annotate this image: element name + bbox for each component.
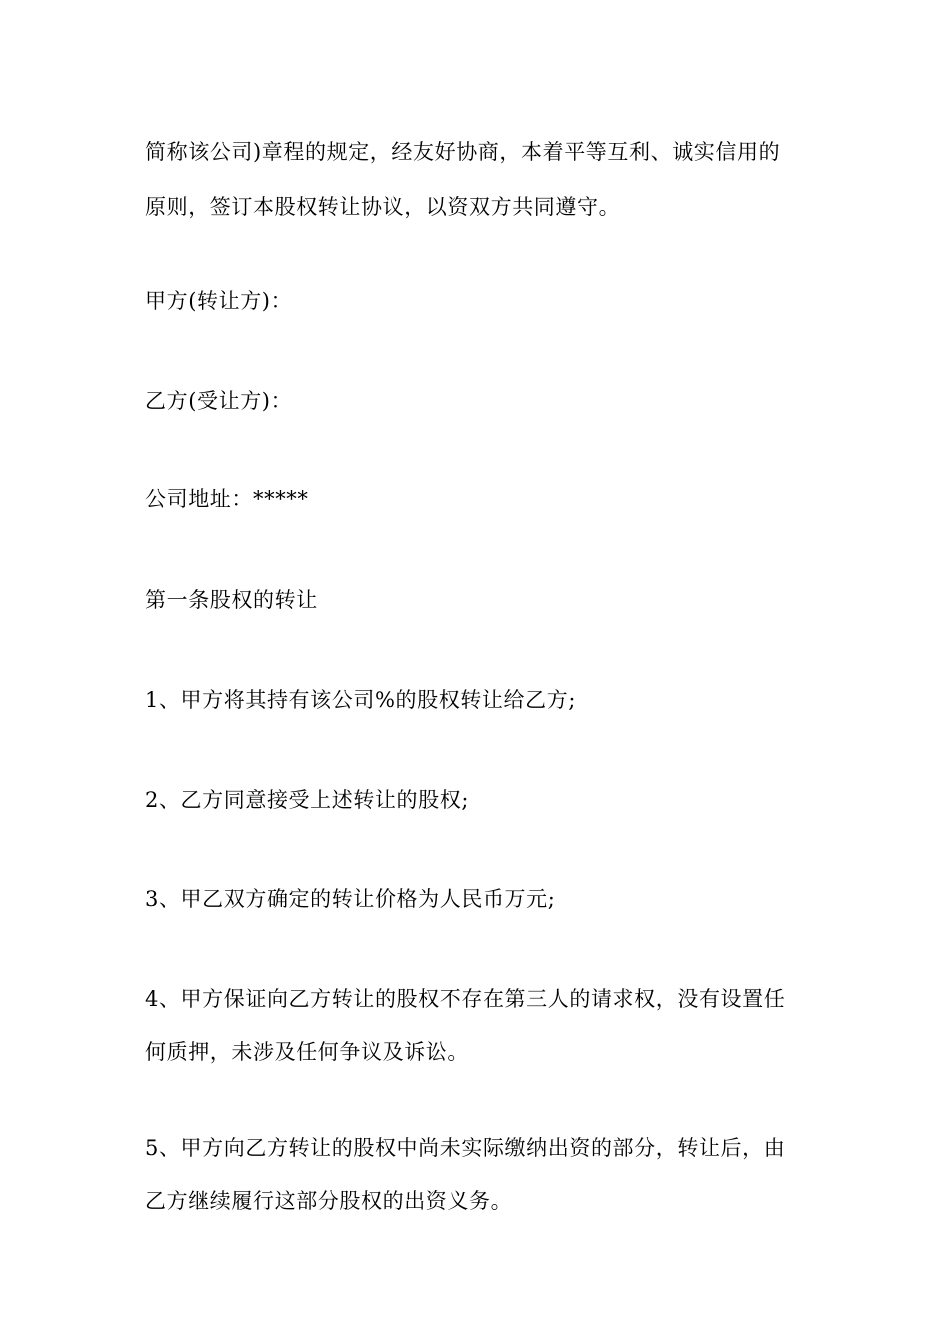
company-address: 公司地址：***** [145,487,309,511]
clause-4-line-1: 4、甲方保证向乙方转让的股权不存在第三人的请求权，没有设置任 [145,987,786,1011]
clause-3: 3、甲乙双方确定的转让价格为人民币万元; [145,887,556,911]
clause-5-line-2: 乙方继续履行这部分股权的出资义务。 [145,1189,513,1213]
intro-paragraph-line-2: 原则，签订本股权转让协议，以资双方共同遵守。 [145,195,621,219]
clause-5-line-1: 5、甲方向乙方转让的股权中尚未实际缴纳出资的部分，转让后，由 [145,1136,786,1160]
clause-1: 1、甲方将其持有该公司%的股权转让给乙方; [145,688,576,712]
article-1-title: 第一条股权的转让 [145,588,318,612]
party-a-label: 甲方(转让方)： [145,289,293,313]
clause-2: 2、乙方同意接受上述转让的股权; [145,788,470,812]
party-b-label: 乙方(受让方)： [145,389,293,413]
clause-4-line-2: 何质押，未涉及任何争议及诉讼。 [145,1040,469,1064]
intro-paragraph-line-1: 简称该公司)章程的规定，经友好协商，本着平等互利、诚实信用的 [145,140,781,164]
